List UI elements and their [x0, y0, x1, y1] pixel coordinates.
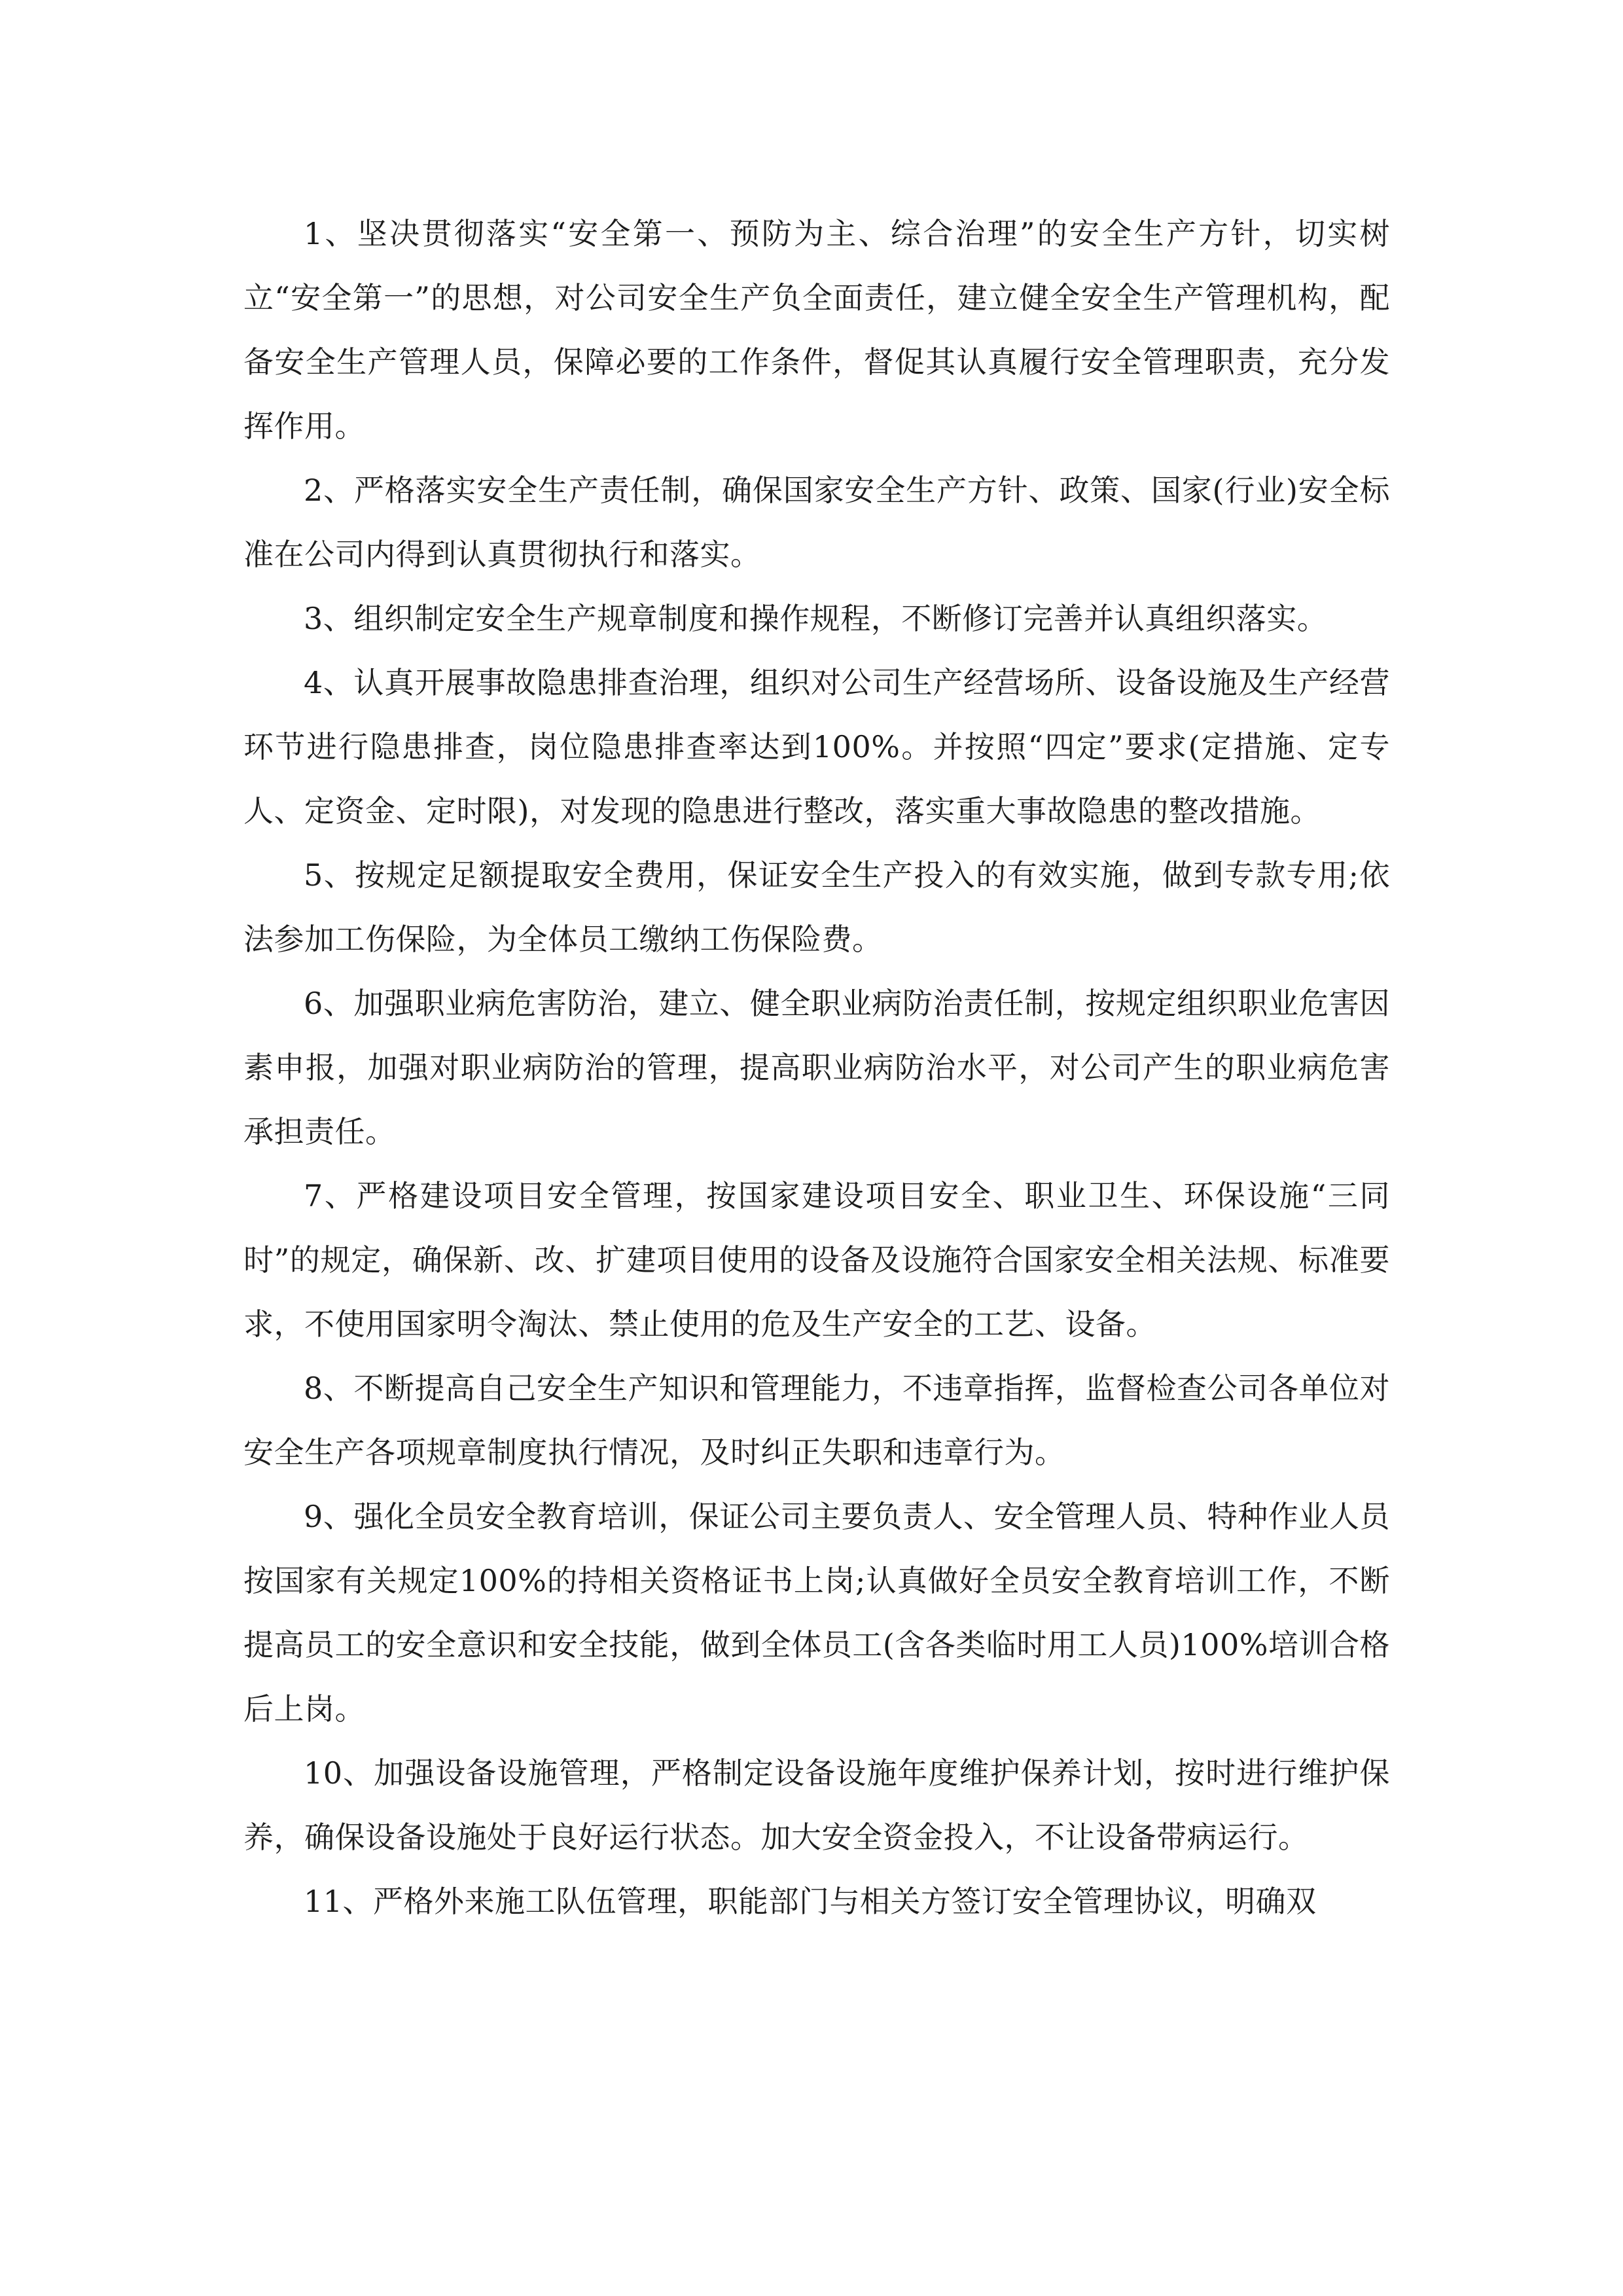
paragraph-2: 2、严格落实安全生产责任制，确保国家安全生产方针、政策、国家(行业)安全标准在公司内得到认真贯彻执行和落实。 [243, 473, 1390, 572]
paragraph-8: 8、不断提高自己安全生产知识和管理能力，不违章指挥，监督检查公司各单位对安全生产各项规章制度执行情况，及时纠正失职和违章行为。 [243, 1371, 1390, 1470]
paragraph-1: 1、坚决贯彻落实“安全第一、预防为主、综合治理”的安全生产方针，切实树立“安全第一”的思想，对公司安全生产负全面责任，建立健全安全生产管理机构，配备安全生产管理人员，保障必要的工作条件，督促其认真履行安全管理职责，充分发挥作用。 [243, 216, 1390, 444]
paragraph-3: 3、组织制定安全生产规章制度和操作规程，不断修订完善并认真组织落实。 [304, 601, 1328, 636]
paragraph-7: 7、严格建设项目安全管理，按国家建设项目安全、职业卫生、环保设施“三同时”的规定，确保新、改、扩建项目使用的设备及设施符合国家安全相关法规、标准要求，不使用国家明令淘汰、禁止使用的危及生产安全的工艺、设备。 [243, 1178, 1390, 1342]
paragraph-4: 4、认真开展事故隐患排查治理，组织对公司生产经营场所、设备设施及生产经营环节进行隐患排查，岗位隐患排查率达到100%。并按照“四定”要求(定措施、定专人、定资金、定时限)，对发现的隐患进行整改，落实重大事故隐患的整改措施。 [243, 665, 1390, 829]
paragraph-10: 10、加强设备设施管理，严格制定设备设施年度维护保养计划，按时进行维护保养，确保设备设施处于良好运行状态。加大安全资金投入，不让设备带病运行。 [243, 1755, 1390, 1855]
document-body [243, 202, 1390, 1933]
paragraph-5: 5、按规定足额提取安全费用，保证安全生产投入的有效实施，做到专款专用;依法参加工伤保险，为全体员工缴纳工伤保险费。 [243, 857, 1390, 957]
paragraph-6: 6、加强职业病危害防治，建立、健全职业病防治责任制，按规定组织职业危害因素申报，加强对职业病防治的管理，提高职业病防治水平，对公司产生的职业病危害承担责任。 [243, 986, 1390, 1149]
paragraph-9: 9、强化全员安全教育培训，保证公司主要负责人、安全管理人员、特种作业人员按国家有关规定100%的持相关资格证书上岗;认真做好全员安全教育培训工作，不断提高员工的安全意识和安全技能，做到全体员工(含各类临时用工人员)100%培训合格后上岗。 [243, 1499, 1390, 1727]
paragraph-11: 11、严格外来施工队伍管理，职能部门与相关方签订安全管理协议，明确双 [304, 1884, 1317, 1919]
